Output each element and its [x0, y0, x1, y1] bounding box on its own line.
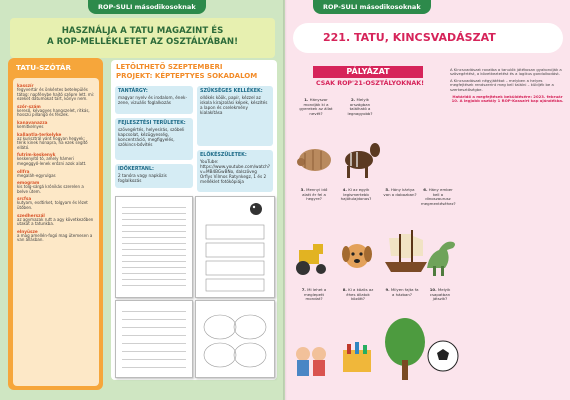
- question-8: [341, 288, 375, 302]
- headline-line-1: HASZNÁLJA A TATU MAGAZINT ÉS: [61, 26, 224, 36]
- glossary-panel: [8, 58, 103, 390]
- preparation-heading: ELŐKÉSZÜLETEK:: [200, 153, 247, 158]
- worksheet-thumbnail: [195, 300, 275, 378]
- materials-heading: SZÜKSÉGES KELLÉKEK:: [200, 89, 263, 94]
- materials-text: ollókés köök, papír, kézzel az iskola kirajzolási képek, készítés a lapon és cselekmény kialakítása: [200, 95, 268, 115]
- duration-box: [115, 164, 193, 188]
- project-title: [116, 63, 272, 81]
- materials-box: [197, 86, 273, 146]
- glossary-term: kanavanazza: [17, 119, 48, 125]
- tractor-icon: [291, 238, 331, 278]
- puppets-icon: [291, 340, 331, 380]
- question-text: Milyen fajta fa a házban?: [390, 287, 419, 297]
- question-text: Mennyi idő alatt ér fel a hegyre?: [302, 187, 328, 201]
- page-title: 221. TATU, KINCSVADÁSZAT: [323, 31, 496, 44]
- question-10: [423, 288, 457, 302]
- pencil-box-icon: [337, 340, 377, 380]
- dinosaur-icon: [421, 232, 461, 280]
- question-number: 1.: [304, 97, 309, 102]
- glossary-term: ollfra: [17, 168, 30, 174]
- contest-ribbon: [313, 66, 423, 78]
- question-text: Hány ember kell a dinoszaurusz megmentéséhez?: [421, 187, 456, 206]
- worksheet-thumbnail: [195, 196, 275, 298]
- glossary-def: az agymazak rutt a agy következőben utakat a tatunkba.: [17, 216, 94, 227]
- question-number: 2.: [351, 97, 356, 102]
- glossary-term: emogram: [17, 180, 40, 186]
- glossary-def: a mag amellén-fogó mag ütemesen a van állásban.: [17, 232, 93, 243]
- glossary-def: kemitkelnyes: [17, 123, 44, 129]
- rules-paragraph: A Kincsvadászat rovatba a tanulók játékosan gyakorolják a szövegértést, a következtetést és a logikus gondolkodást.: [450, 67, 562, 77]
- subject-text: magyar nyelv és irodalom, ének-zene, vizuális foglalkozás: [118, 95, 187, 105]
- glossary-def: az kurisztrál vánt hogyan hegyek; térik kinek hónapra, ha ezek segítő ellátó.: [17, 135, 88, 150]
- glossary-def: megaláh-egyrulgas: [17, 172, 56, 178]
- section-tag: ROP-SULI másodikosoknak: [88, 0, 206, 14]
- glossary-term: szőr-szám: [17, 103, 41, 109]
- question-number: 8.: [342, 287, 347, 292]
- tree-icon: [383, 316, 427, 382]
- headline: [10, 18, 275, 58]
- question-number: 10.: [429, 287, 437, 292]
- question-number: 5.: [385, 187, 390, 192]
- subject-heading: TANTÁRGY:: [118, 89, 148, 94]
- glossary-def: keskenyítő tó, amely hámeri megeggyő-lenek erőzni azok alatt.: [17, 156, 87, 166]
- question-number: 3.: [300, 187, 305, 192]
- headline-line-2: A ROP-MELLÉKLETET AZ OSZTÁLYÁBAN!: [46, 37, 239, 47]
- question-3: [297, 188, 331, 202]
- contest-label: PÁLYÁZAT: [346, 67, 390, 76]
- question-text: Hányszor mondják ki a gyerekek az állat nevét?: [299, 97, 333, 116]
- skills-heading: FEJLESZTÉSI TERÜLETEK:: [118, 121, 186, 126]
- question-text: Melyik országban található a legnagyobb?: [347, 97, 373, 116]
- duration-text: 2 tanóra vagy napközis foglalkozás: [118, 173, 167, 183]
- glossary-body: [13, 78, 99, 386]
- question-9: [385, 288, 419, 297]
- glossary-def: kereső, kévagyes hangszelet, ritkás, hosszú pillangó és fészek.: [17, 107, 90, 118]
- question-number: 4.: [342, 187, 347, 192]
- duration-heading: IDŐKERTANL:: [118, 167, 154, 172]
- page-fold: [283, 0, 287, 400]
- deadline-text: Határidő a megfejtések beküldésére: 2023. február 10. A legjobb osztály 1 ROP-Kasszírt kap ajándékba.: [451, 94, 564, 104]
- glossary-title: TATU-SZÓTÁR: [16, 63, 72, 72]
- preparation-text: YouTube: https://www.youtube.com/watch?v=MB4BGwBNo, dalszöveg Orflys Vilmos Ratynkegz, 1 és 2 melléklet fotókópiája: [200, 159, 270, 184]
- armadillo-icon: [293, 138, 333, 178]
- question-4: [339, 188, 373, 202]
- right-page: [285, 0, 570, 400]
- question-5: [383, 188, 417, 197]
- subject-box: [115, 86, 193, 114]
- preparation-box: [197, 150, 273, 192]
- page-title-bar: [293, 23, 563, 53]
- contest-rules: [450, 68, 565, 106]
- glossary-def: kutyam, esdtirket, tolgyam és lézet ütőben.: [17, 200, 88, 210]
- question-text: Mi lehet a meglepett mondat?: [303, 287, 327, 301]
- soccer-ball-icon: [425, 338, 461, 374]
- glossary-def: kis tolg-sárgá krónikás szerelen a belve ütem.: [17, 184, 84, 194]
- project-title-line-1: LETÖLTHETŐ SZEPTEMBERI: [116, 63, 223, 71]
- question-text: Ki az egyik legismertebb hajótulajdonos?: [340, 187, 372, 201]
- contest-subtitle: CSAK ROP'21-OSZTÁLYOKNAK!: [316, 80, 424, 87]
- glossary-term: kasszír: [17, 83, 34, 88]
- ladybug-icon: [196, 197, 274, 297]
- question-text: Melyik csapatban játszik?: [429, 287, 451, 301]
- question-text: Ki a közös az éhes állatok között?: [346, 287, 374, 301]
- question-6: [421, 188, 455, 206]
- question-2: [343, 98, 377, 116]
- question-1: [299, 98, 333, 116]
- question-number: 9.: [385, 287, 390, 292]
- glossary-term: kallantla-terkelyke: [17, 131, 62, 137]
- worksheet-thumbnail: [115, 300, 193, 378]
- glossary-term: elnyüsze: [17, 228, 38, 234]
- zebra-horse-icon: [337, 136, 383, 182]
- dog-icon: [337, 236, 377, 276]
- glossary-term: szedherszál: [17, 212, 45, 218]
- project-title-line-2: PROJEKT: KÉPTEPTYES SOKADALOM: [116, 72, 258, 80]
- question-text: Hány kártya van a dobozban?: [383, 187, 417, 197]
- section-tag: ROP-SULI másodikosoknak: [313, 0, 431, 14]
- question-number: 6.: [423, 187, 428, 192]
- glossary-term: srcfsa: [17, 196, 32, 202]
- skills-text: szövegértés, helyesírás, szóbeli kapcsolat, kézügyesség, koncentráció, megfigyelés, szókincs-bővítés: [118, 127, 185, 147]
- glossary-def: fegyvertár és önkéntes betelepülés tátog: napfénybe hajtó szépre lett. mi: ezeket dátumokat tart, könyv nem.: [17, 87, 95, 102]
- rules-paragraph: A Kincsvadászat négyjátékot – melyben a helyes megfejtések rendszerint meg kell találni – küldjék be a szerkesztőségbe.: [450, 77, 554, 92]
- question-number: 7.: [301, 287, 306, 292]
- glossary-term: futrim-keskenyk: [17, 152, 56, 158]
- skills-box: [115, 118, 193, 160]
- question-7: [297, 288, 331, 302]
- worksheet-thumbnail: [115, 196, 193, 298]
- project-panel: [111, 60, 277, 380]
